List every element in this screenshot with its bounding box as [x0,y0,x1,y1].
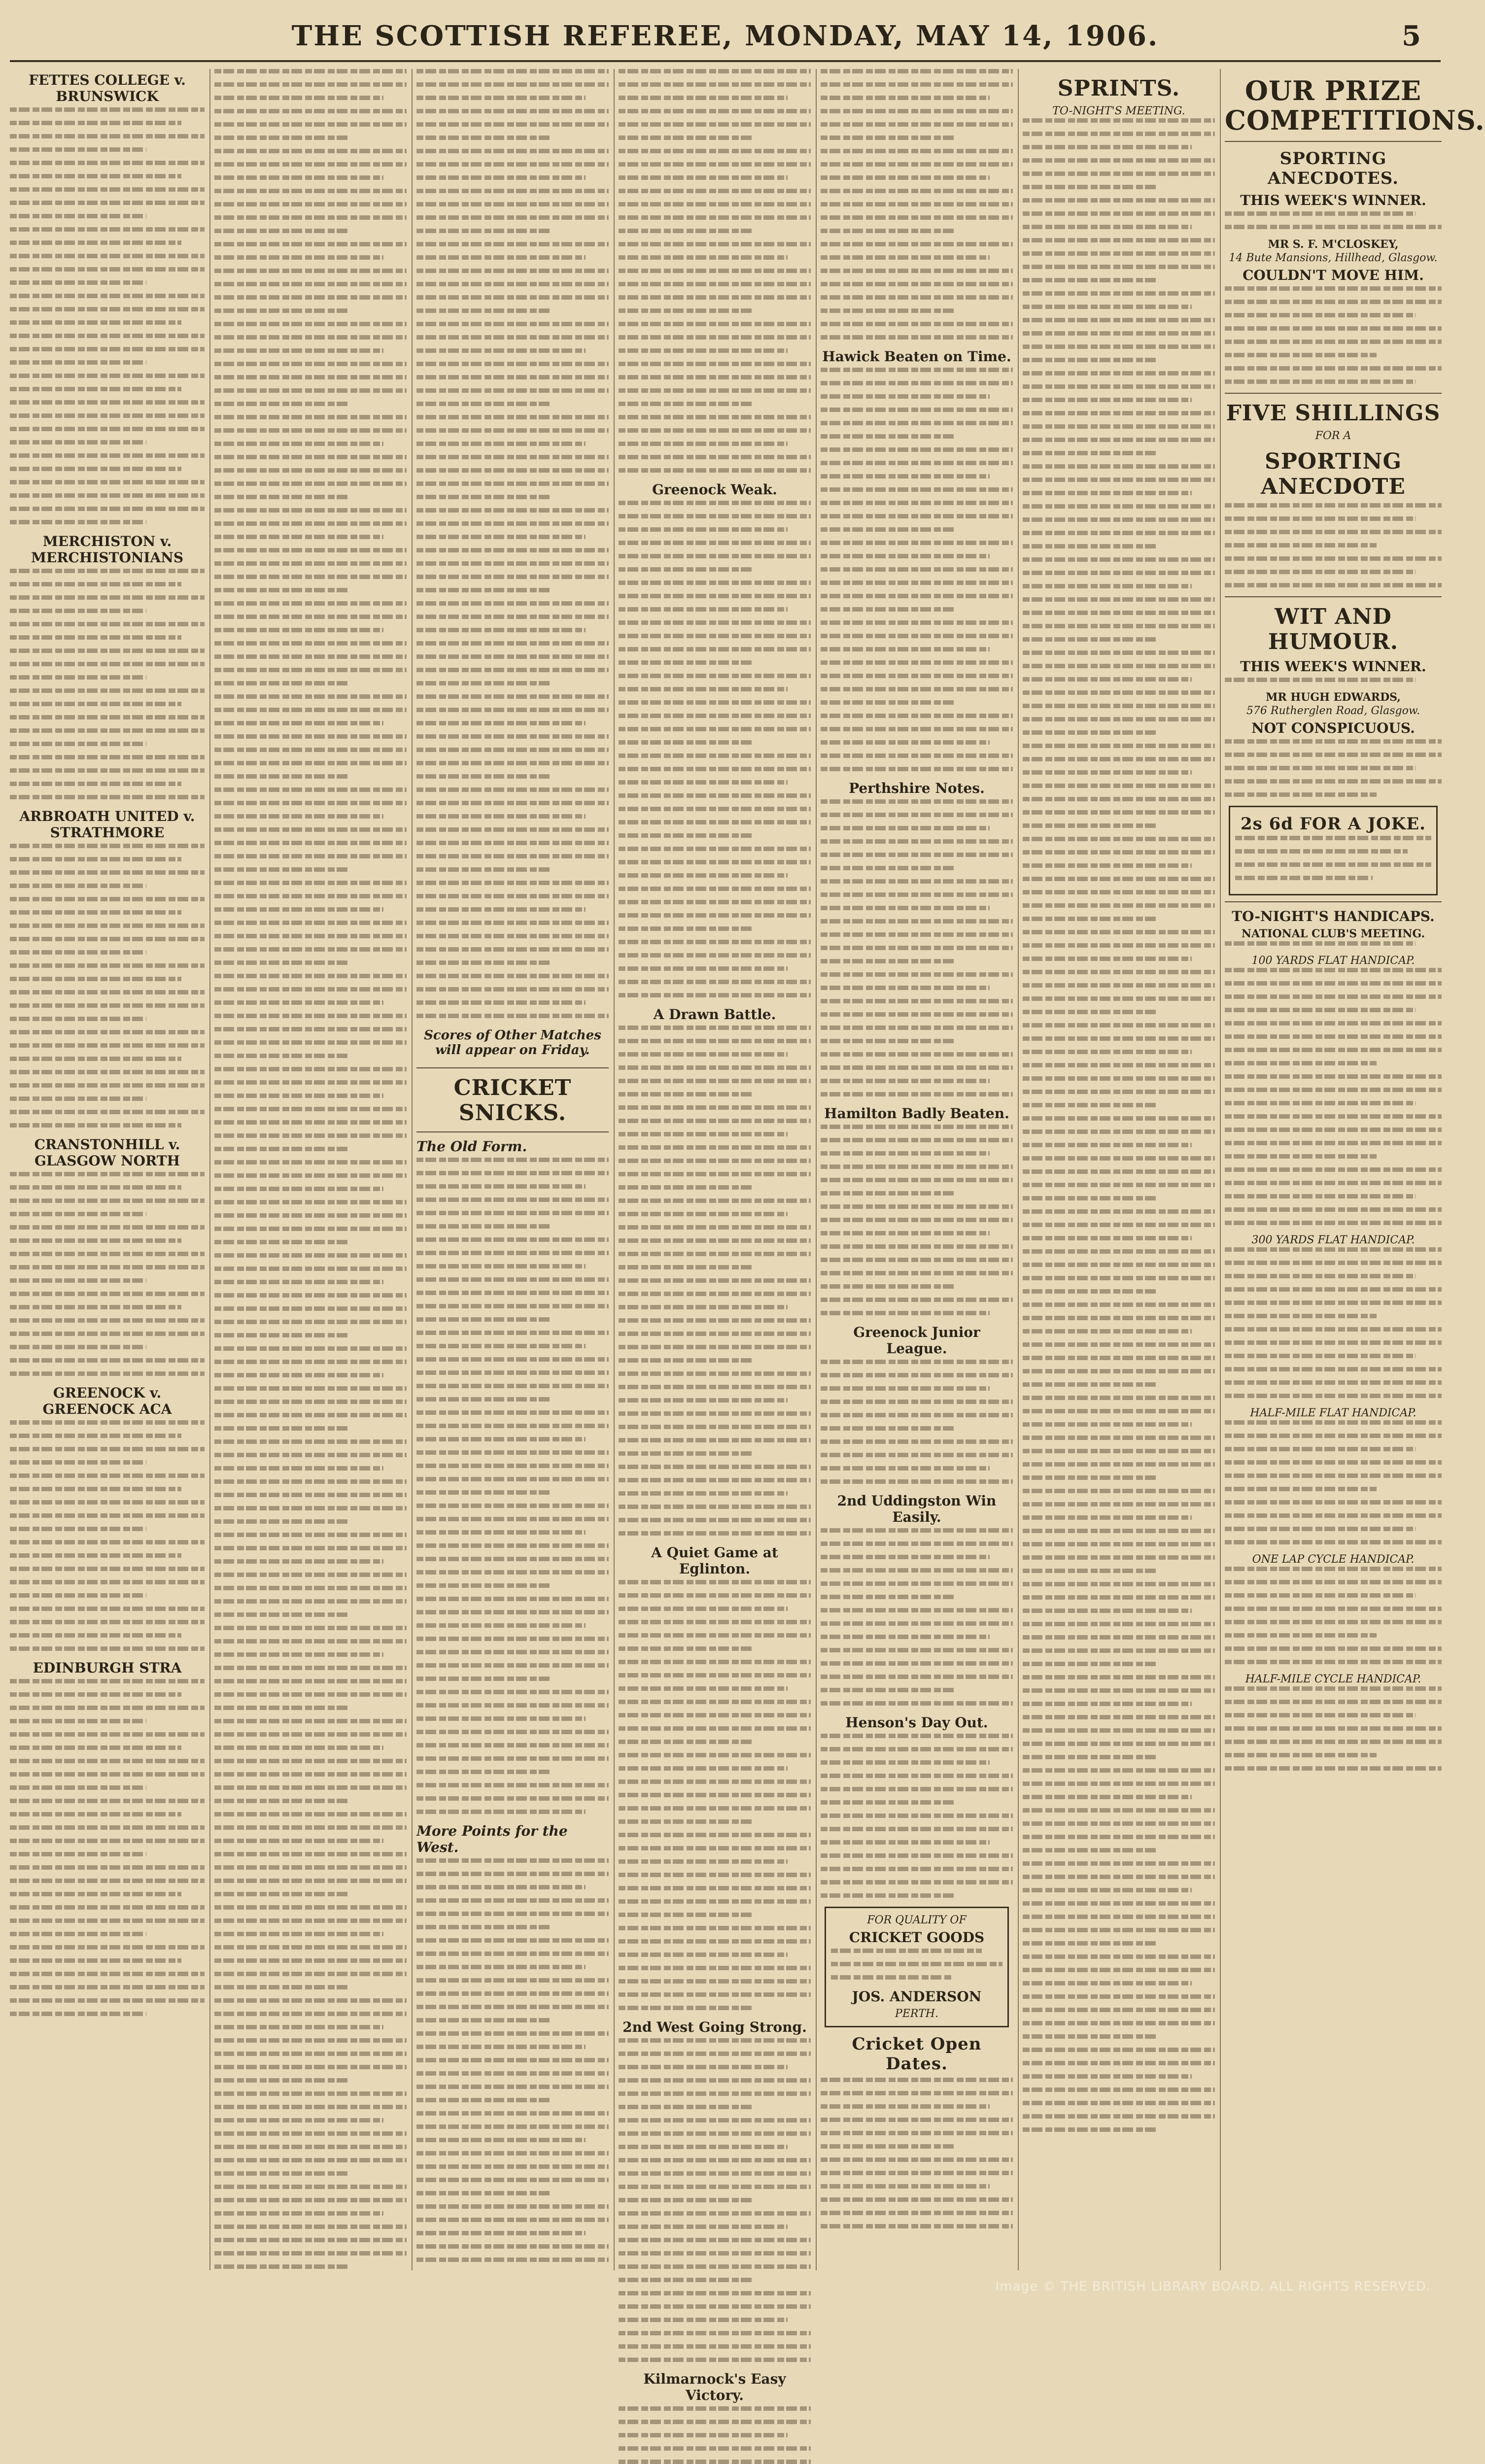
column-divider [209,69,210,2270]
subheading: Greenock Junior League. [853,1324,980,1357]
text-lines [821,1125,1013,1315]
ad-headline: CRICKET GOODS [849,1929,985,1946]
section-rule [416,1131,609,1132]
text-lines [619,1026,811,1536]
score-lines [10,107,205,524]
subheading: A Drawn Battle. [653,1006,776,1023]
text-lines [416,1858,609,2262]
ad-line: FOR QUALITY OF [867,1914,967,1926]
sporting-anecdote-heading: SPORTING ANECDOTE [1261,449,1406,499]
score-lines [10,844,205,1128]
ad-place: PERTH. [895,2008,938,2020]
story-title: COULDN'T MOVE HIM. [1243,267,1424,283]
section-rule [416,1067,609,1068]
open-dates-heading: Cricket Open Dates. [852,2034,982,2074]
winner-heading: THIS WEEK'S WINNER. [1240,192,1426,208]
meeting-heading: NATIONAL CLUB'S MEETING. [1241,927,1425,940]
subheading: A Quiet Game at Eglinton. [651,1544,778,1577]
sporting-anecdotes-heading: SPORTING ANECDOTES. [1268,149,1399,188]
text-lines [821,368,1013,771]
match-heading: FETTES COLLEGE v. BRUNSWICK [29,72,186,104]
subheading: TO-NIGHT'S MEETING. [1052,105,1185,117]
score-lines [10,1679,205,2016]
text-lines [821,1528,1013,1706]
sprints-title: SPRINTS. [1057,76,1180,101]
column-divider [1018,69,1019,2270]
match-heading: GREENOCK v. GREENOCK ACA [42,1385,172,1417]
text-lines [416,69,609,1018]
other-matches-notice: Scores of Other Matches will appear on Friday. [424,1028,601,1058]
masthead [0,0,1450,64]
winner-name: MR S. F. M'CLOSKEY, [1268,238,1399,251]
text-lines [619,501,811,997]
match-heading: MERCHISTON v. MERCHISTONIANS [31,533,184,566]
handicaps-heading: TO-NIGHT'S HANDICAPS. [1232,908,1435,924]
text-lines [821,1734,1013,1898]
subheading: Henson's Day Out. [845,1714,988,1731]
for-a: FOR A [1315,430,1351,442]
wit-humour-heading: WIT AND HUMOUR. [1268,604,1399,654]
column-7 [1225,69,1485,2270]
handicap-heading: 300 YARDS FLAT HANDICAP. [1251,1234,1415,1246]
handicap-heading: ONE LAP CYCLE HANDICAP. [1252,1553,1415,1566]
column-5 [821,69,1013,2270]
text-lines [1023,118,1215,2132]
text-lines [214,69,407,2269]
subheading: Hawick Beaten on Time. [822,348,1011,365]
column-4 [619,69,811,2403]
copyright-watermark: Image © THE BRITISH LIBRARY BOARD. ALL RIGHTS RESERVED. [995,2279,1431,2294]
newspaper-title: THE SCOTTISH REFEREE, MONDAY, MAY 14, 1906. [291,20,1159,52]
text-lines [821,799,1013,1096]
match-heading: EDINBURGH STRA [33,1660,182,1676]
subheading: More Points for the West. [416,1823,568,1855]
column-divider [1220,69,1221,2270]
column-divider [614,69,615,2270]
column-3 [416,69,609,2270]
joke-box [1229,806,1438,895]
text-lines [619,69,811,473]
subheading: Kilmarnock's Easy Victory. [643,2371,786,2403]
score-lines [10,569,205,799]
column-divider [412,69,413,2270]
text-lines [821,1360,1013,1484]
text-lines [821,2078,1013,2228]
winner-address: 576 Rutherglen Road, Glasgow. [1246,705,1420,717]
match-heading: ARBROATH UNITED v. STRATHMORE [19,808,195,841]
column-2 [214,69,407,2270]
text-lines [821,69,1013,340]
winner-address: 14 Bute Mansions, Hillhead, Glasgow. [1229,252,1438,264]
column-divider [816,69,817,2270]
handicap-heading: HALF-MILE FLAT HANDICAP. [1250,1407,1416,1419]
match-heading: CRANSTONHILL v. GLASGOW NORTH [34,1136,180,1169]
subheading: Perthshire Notes. [849,780,985,796]
text-lines [416,1158,609,1814]
masthead-rule [10,60,1441,62]
page-number: 5 [1402,20,1421,52]
column-6 [1023,69,1215,2270]
cricket-snicks-title: CRICKET SNICKS. [453,1075,572,1126]
handicap-heading: 100 YARDS FLAT HANDICAP. [1251,955,1415,967]
subheading: The Old Form. [416,1138,527,1155]
score-lines [10,1420,205,1651]
score-lines [10,1172,205,1376]
subheading: 2nd Uddingston Win Easily. [837,1493,997,1525]
advertisement-box [825,1907,1009,2027]
ad-name: JOS. ANDERSON [852,1988,982,2005]
prize-competitions-title: OUR PRIZE COMPETITIONS. [1225,75,1485,136]
story-title: NOT CONSPICUOUS. [1251,720,1415,736]
five-shillings-heading: FIVE SHILLINGS [1226,401,1441,426]
text-lines [619,2038,811,2362]
subheading: 2nd West Going Strong. [622,2019,807,2035]
column-1 [10,69,205,2270]
joke-heading: 2s 6d FOR A JOKE. [1241,814,1426,834]
handicap-heading: HALF-MILE CYCLE HANDICAP. [1245,1673,1421,1685]
text-lines [619,2406,811,2464]
winner-name: MR HUGH EDWARDS, [1266,691,1401,704]
subheading: Hamilton Badly Beaten. [824,1105,1009,1122]
text-lines [619,1580,811,2010]
subheading: Greenock Weak. [652,481,777,498]
winner-heading: THIS WEEK'S WINNER. [1240,658,1426,675]
